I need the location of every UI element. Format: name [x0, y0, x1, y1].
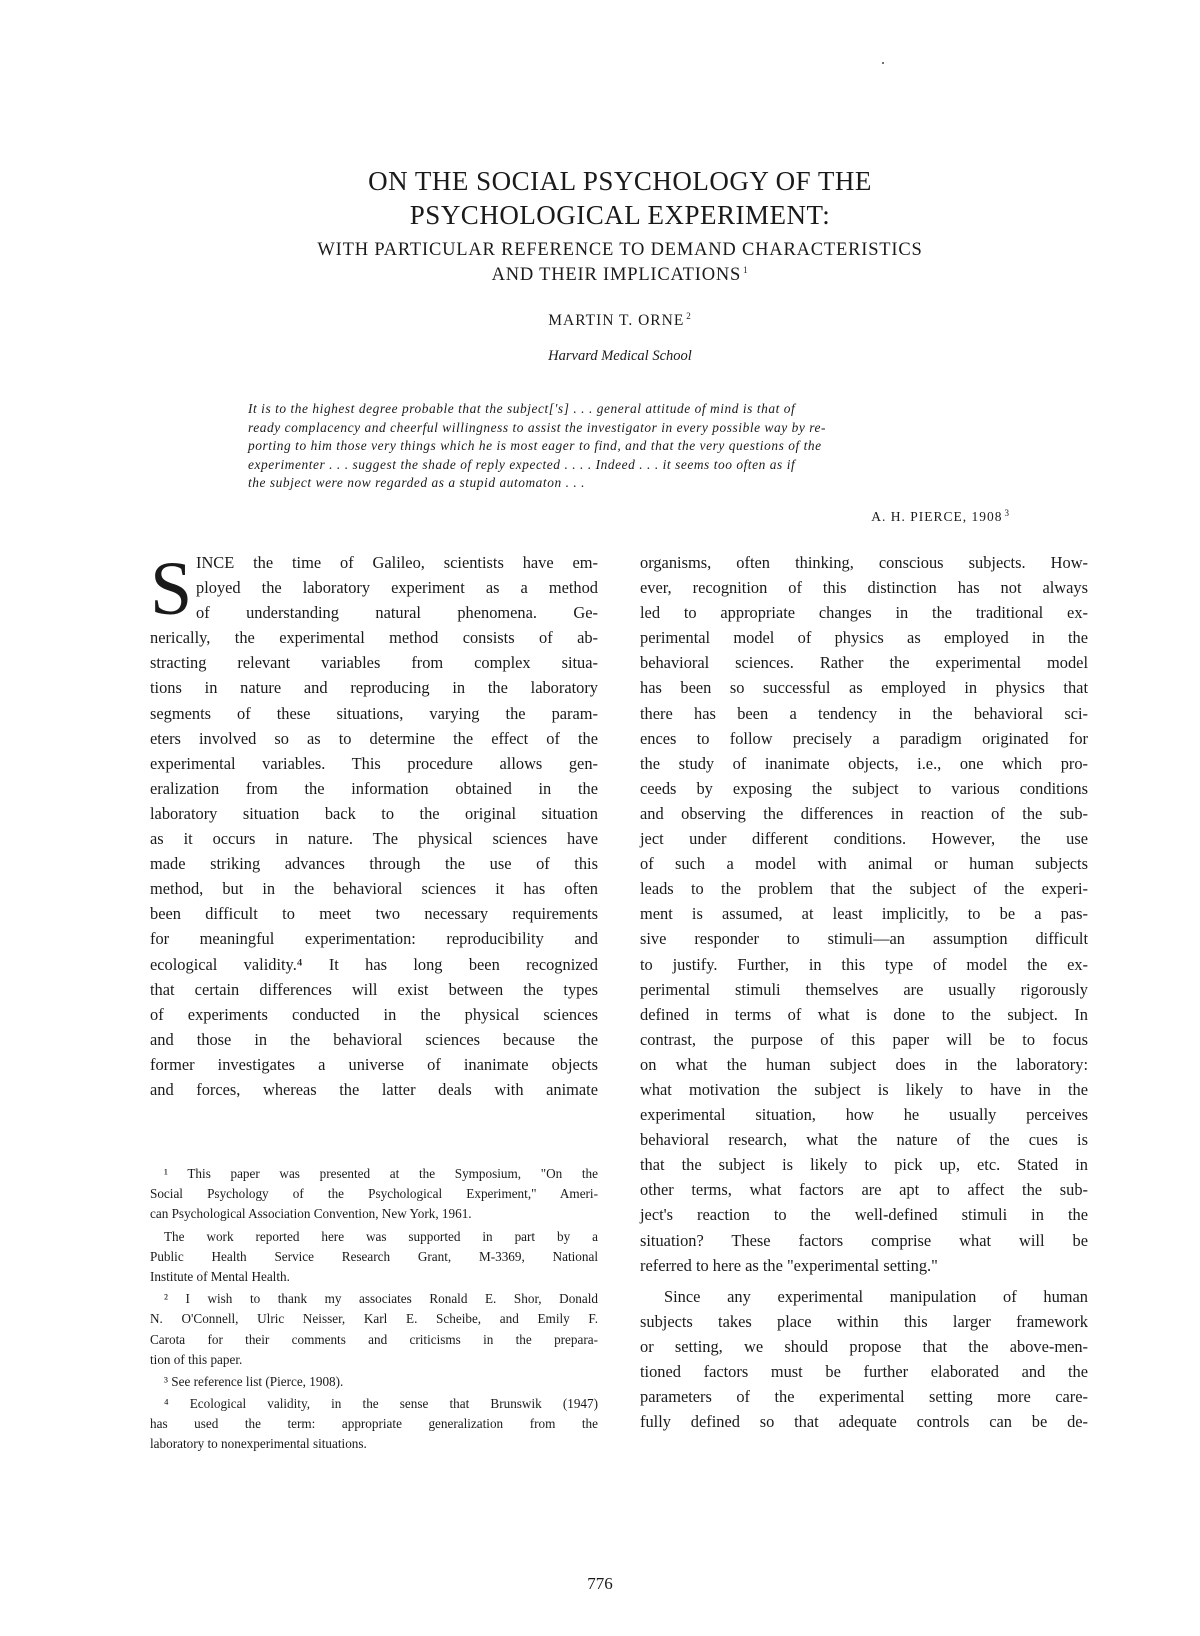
body-text-line: tions in nature and reproducing in the laboratory [150, 678, 598, 698]
body-text-line: to justify. Further, in this type of model the ex- [640, 954, 1088, 974]
body-text-line: eters involved so as to determine the effect of the [150, 728, 598, 748]
footnote-line: ⁴ Ecological validity, in the sense that Brunswik (1947) [164, 1396, 598, 1412]
footnote-gap [150, 1455, 598, 1457]
body-text-line: for meaningful experimentation: reproducibility and [150, 929, 598, 949]
body-text-line: ject's reaction to the well-defined stimuli in the [640, 1205, 1088, 1225]
epigraph-line: the subject were now regarded as a stupid automaton . . . [248, 475, 586, 491]
body-text-line: ceeds by exposing the subject to various conditions [640, 778, 1088, 798]
epigraph-line: It is to the highest degree probable that the subject['s] . . . general attitude of mind is that of [248, 401, 796, 416]
body-text-line: been difficult to meet two necessary requirements [150, 904, 598, 924]
epigraph-line: experimenter . . . suggest the shade of reply expected . . . . Indeed . . . it seems too often as if [248, 456, 796, 472]
body-text-line: behavioral research, what the nature of the cues is [640, 1130, 1088, 1150]
footnote-line: Carota for their comments and criticisms in the prepara- [150, 1331, 598, 1347]
footnote-line: laboratory to nonexperimental situations. [150, 1436, 367, 1452]
footnote-line: Public Health Service Research Grant, M-3369, National [150, 1248, 598, 1264]
epigraph-quote [248, 400, 1012, 493]
body-text-line: perimental model of physics as employed in the [640, 628, 1088, 648]
page-number: 776 [587, 1574, 613, 1593]
body-text-line: eralization from the information obtained in the [150, 778, 598, 798]
body-text-line: what motivation the subject is likely to have in the [640, 1079, 1088, 1099]
body-text-line: ject under different conditions. However, the use [640, 829, 1088, 849]
author-affiliation: Harvard Medical School [548, 348, 692, 364]
body-text-line: tioned factors must be further elaborated and the [640, 1362, 1088, 1381]
footnotes [150, 1164, 598, 1457]
epigraph-line: porting to him those very things which he is most eager to find, and that the very questions of the [248, 438, 822, 454]
body-text-line: former investigates a universe of inanimate objects [150, 1054, 598, 1074]
body-text-line: parameters of the experimental setting more care- [640, 1387, 1088, 1407]
footnote-line: Social Psychology of the Psychological Experiment," Ameri- [150, 1186, 598, 1202]
body-text-line: INCE the time of Galileo, scientists have em- [196, 553, 598, 572]
body-text-line: ever, recognition of this distinction has not always [640, 578, 1088, 598]
author-text: MARTIN T. ORNE [548, 312, 685, 329]
footnote-line: ² I wish to thank my associates Ronald E. Shor, Donald [164, 1291, 598, 1307]
body-text-line: segments of these situations, varying the param- [150, 703, 598, 723]
footnote-line: can Psychological Association Convention, New York, 1961. [150, 1206, 472, 1222]
title-line: ON THE SOCIAL PSYCHOLOGY OF THE [368, 166, 872, 196]
footnote-line: ¹ This paper was presented at the Symposium, "On the [164, 1166, 598, 1181]
body-text-line: led to appropriate changes in the traditional ex- [640, 603, 1088, 623]
body-text-line: of experiments conducted in the physical sciences [150, 1004, 598, 1024]
body-text-line: and those in the behavioral sciences because the [150, 1029, 598, 1049]
body-text-line: experimental situation, how he usually perceives [640, 1105, 1088, 1125]
article-title [200, 164, 1040, 232]
body-text-line: defined in terms of what is done to the subject. In [640, 1004, 1088, 1024]
body-text-line: situation? These factors comprise what will be [640, 1230, 1088, 1250]
footnote [150, 1164, 598, 1225]
body-text-line: ployed the laboratory experiment as a method [196, 578, 598, 598]
author-name [300, 312, 940, 330]
body-text-line: sive responder to stimuli—an assumption difficult [640, 929, 1088, 949]
title-line: PSYCHOLOGICAL EXPERIMENT: [409, 200, 831, 230]
epigraph-line: ready complacency and cheerful willingness to assist the investigator in every possible way by re- [248, 419, 827, 435]
body-text-line: and observing the differences in reaction of the sub- [640, 803, 1088, 823]
body-text-line: and forces, whereas the latter deals with animate [150, 1079, 598, 1099]
body-text-line: or setting, we should propose that the above-men- [640, 1336, 1088, 1356]
subtitle-line: WITH PARTICULAR REFERENCE TO DEMAND CHARACTERISTICS [317, 240, 923, 260]
footnote [150, 1394, 598, 1455]
body-text-line: other terms, what factors are apt to affect the sub- [640, 1180, 1088, 1200]
body-text-line: subjects takes place within this larger framework [640, 1311, 1088, 1331]
body-text-line: of understanding natural phenomena. Ge- [196, 603, 598, 623]
body-text-line: Since any experimental manipulation of human [664, 1286, 1088, 1306]
print-speck [882, 62, 884, 64]
body-text-line: there has been a tendency in the behavioral sci- [640, 703, 1088, 723]
body-text-line: organisms, often thinking, conscious subjects. How- [640, 553, 1088, 572]
body-text-line: perimental stimuli themselves are usually rigorously [640, 979, 1088, 999]
subtitle-line-text: AND THEIR IMPLICATIONS [491, 265, 742, 285]
body-text-line: contrast, the purpose of this paper will be to focus [640, 1029, 1088, 1049]
footnote [150, 1289, 598, 1370]
footnote-line: N. O'Connell, Ulric Neisser, Karl E. Scheibe, and Emily F. [150, 1311, 598, 1327]
body-text-line: that the subject is likely to pick up, etc. Stated in [640, 1155, 1088, 1175]
footnote-line: Institute of Mental Health. [150, 1268, 290, 1284]
epigraph-source-text: A. H. PIERCE, 1908 [871, 509, 1003, 524]
body-text-line: experimental variables. This procedure allows gen- [150, 753, 598, 773]
left-column-body [150, 547, 598, 1102]
body-text-line: ment is assumed, at least implicitly, to be a pas- [640, 904, 1088, 924]
footnote-ref-2: 2 [686, 310, 692, 321]
body-text-line: laboratory situation back to the original situation [150, 803, 598, 823]
footnote-ref-3: 3 [1004, 507, 1010, 518]
footnote-line: has used the term: appropriate generalization from the [150, 1416, 598, 1432]
body-text-line: ecological validity.⁴ It has long been recognized [150, 954, 598, 974]
body-text-line: nerically, the experimental method consists of ab- [150, 628, 598, 648]
body-text-line: the study of inanimate objects, i.e., one which pro- [640, 753, 1088, 773]
body-text-line: that certain differences will exist between the types [150, 979, 598, 999]
subtitle-line-2 [150, 263, 1090, 288]
right-column-body [640, 550, 1088, 1434]
drop-cap: S [150, 547, 193, 631]
article-subtitle [150, 238, 1090, 288]
footnote-line: tion of this paper. [150, 1351, 243, 1367]
body-text-line: leads to the problem that the subject of the experi- [640, 879, 1088, 899]
body-text-line: stracting relevant variables from complex situa- [150, 653, 598, 673]
body-text-line: has been so successful as employed in physics that [640, 678, 1088, 698]
body-text-line: of such a model with animal or human subjects [640, 854, 1088, 874]
body-text-line: on what the human subject does in the laboratory: [640, 1054, 1088, 1074]
epigraph-source [871, 509, 1010, 525]
body-text-line: referred to here as the "experimental setting." [640, 1255, 938, 1275]
body-text-line: as it occurs in nature. The physical sciences have [150, 829, 598, 849]
body-text-line: behavioral sciences. Rather the experimental model [640, 653, 1088, 673]
body-text-line: made striking advances through the use of this [150, 854, 598, 874]
footnote-line: ³ See reference list (Pierce, 1908). [164, 1373, 344, 1389]
footnote [150, 1227, 598, 1288]
body-text-line: ences to follow precisely a paradigm originated for [640, 728, 1088, 748]
footnote-ref-1: 1 [743, 264, 749, 275]
footnote [150, 1372, 598, 1392]
body-text-line: method, but in the behavioral sciences it has often [150, 879, 598, 899]
footnote-line: The work reported here was supported in part by a [164, 1228, 598, 1244]
body-text-line: fully defined so that adequate controls can be de- [640, 1412, 1088, 1432]
